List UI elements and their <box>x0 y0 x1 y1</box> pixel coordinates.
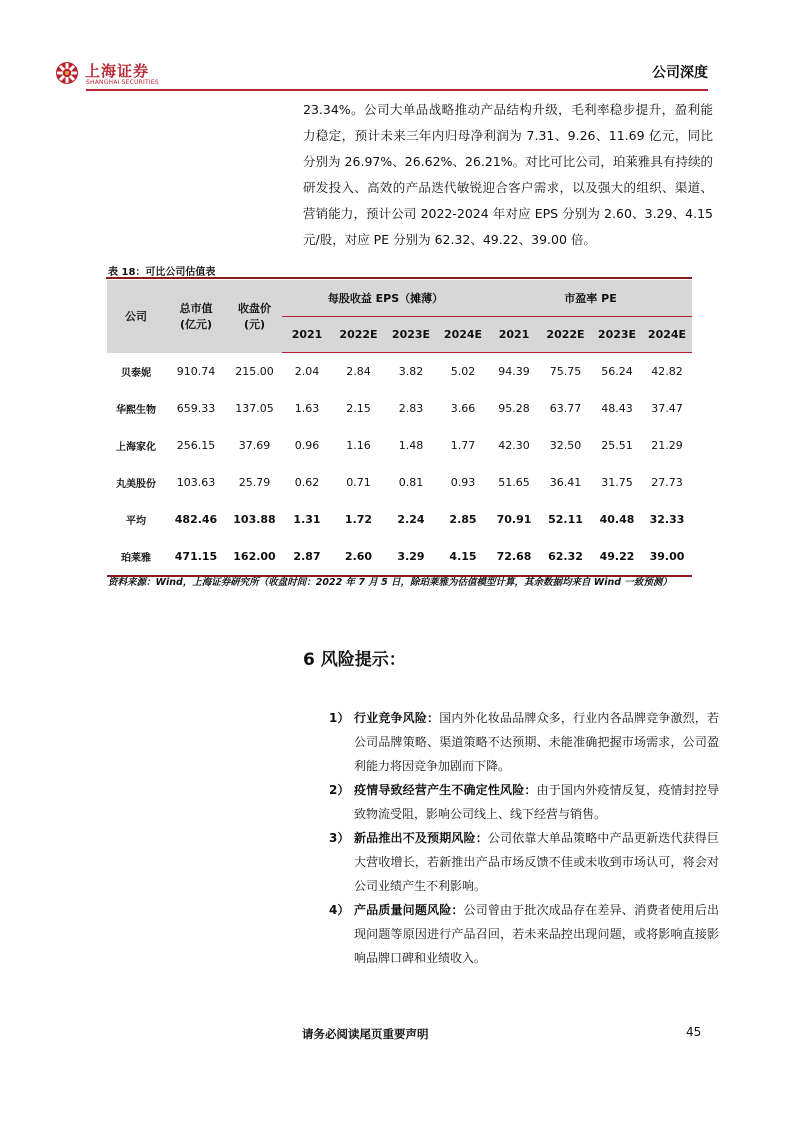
table-cell: 49.22 <box>592 538 642 576</box>
header-year: 2021 <box>489 317 539 353</box>
table-cell: 72.68 <box>489 538 539 576</box>
table-cell: 1.31 <box>293 513 321 526</box>
table-row-average <box>107 501 692 538</box>
table-cell: 56.24 <box>601 365 633 378</box>
list-item <box>329 826 719 898</box>
table-cell: 2.84 <box>346 365 371 378</box>
header-market-cap-unit: (亿元) <box>179 318 213 332</box>
table-cell: 32.50 <box>549 439 582 452</box>
risk-text: 国内外化妆品品牌众多，行业内各品牌竞争激烈，若公司品牌策略、渠道策略不达预期、未能准确把握市场需求，公司盈利能力将因竞争加剧而下降。 <box>354 711 719 773</box>
table-cell: 36.41 <box>549 476 582 489</box>
company-name: 上海家化 <box>116 442 156 453</box>
shanghai-securities-logo-icon <box>55 61 79 85</box>
table-cell: 256.15 <box>176 439 216 452</box>
risk-heading: 疫情导致经营产生不确定性风险： <box>354 783 537 797</box>
table-cell: 94.39 <box>498 365 530 378</box>
table-cell: 1.48 <box>398 439 424 452</box>
list-number: 1） <box>329 711 350 725</box>
company-name: 平均 <box>126 516 146 527</box>
page-number: 45 <box>686 1025 702 1039</box>
table-cell: 471.15 <box>165 538 227 576</box>
list-number: 2） <box>329 783 350 797</box>
table-top-rule <box>106 277 692 279</box>
table-cell: 659.33 <box>176 402 216 415</box>
header-divider <box>86 89 708 91</box>
list-item <box>329 778 719 826</box>
table-cell: 2.24 <box>397 513 425 526</box>
table-cell: 27.73 <box>651 476 683 489</box>
table-cell: 0.62 <box>294 476 320 489</box>
table-source-note: 资料来源：Wind，上海证券研究所（收盘时间：2022 年 7 月 5 日，除珀莱雅为估值模型计算，其余数据均来自 Wind 一致预测） <box>108 577 672 588</box>
table-cell: 2.83 <box>398 402 424 415</box>
company-name: 贝泰妮 <box>121 367 151 379</box>
header-market-cap <box>165 280 227 353</box>
table-cell: 215.00 <box>235 364 274 378</box>
table-cell: 25.51 <box>601 439 633 452</box>
table-cell: 3.82 <box>398 365 424 378</box>
header-company: 公司 <box>107 280 165 353</box>
table-cell: 32.33 <box>649 513 685 526</box>
table-cell: 70.91 <box>496 513 532 526</box>
table-cell: 31.75 <box>601 476 633 489</box>
list-item <box>329 706 719 778</box>
table-cell: 0.71 <box>346 476 371 489</box>
header-year: 2021 <box>282 317 332 353</box>
brand-name-en: SHANGHAI SECURITIES <box>86 79 159 86</box>
footer-disclaimer: 请务必阅读尾页重要声明 <box>302 1027 429 1041</box>
header-year: 2023E <box>385 317 437 353</box>
table-cell: 21.29 <box>651 439 683 452</box>
header-year: 2022E <box>539 317 592 353</box>
risk-text: 由于国内外疫情反复，疫情封控导致物流受阻，影响公司线上、线下经营与销售。 <box>354 783 719 821</box>
table-cell: 42.82 <box>651 365 683 378</box>
table-cell: 2.60 <box>332 538 385 576</box>
table-cell: 1.77 <box>450 439 476 452</box>
risk-heading: 产品质量问题风险： <box>354 903 464 917</box>
table-row <box>107 427 692 464</box>
table-cell: 42.30 <box>498 439 530 452</box>
risk-heading: 新品推出不及预期风险： <box>354 831 488 845</box>
table-cell: 0.96 <box>294 439 320 452</box>
header-market-cap-label: 总市值 <box>179 302 213 316</box>
table-cell: 162.00 <box>227 538 282 576</box>
table-cell: 103.63 <box>176 476 216 489</box>
risk-text: 公司曾由于批次成品存在差异、消费者使用后出现问题等原因进行产品召回，若未来品控出现问题，或将影响直接影响品牌口碑和业绩收入。 <box>354 903 719 965</box>
table-cell: 137.05 <box>235 402 274 415</box>
header-close-price-unit: (元) <box>243 318 266 332</box>
header-eps-group: 每股收益 EPS（摊薄） <box>282 280 489 317</box>
risk-heading: 行业竞争风险： <box>354 711 440 725</box>
table-cell: 51.65 <box>498 476 530 489</box>
table-cell: 40.48 <box>599 513 635 526</box>
table-cell: 52.11 <box>548 513 583 526</box>
table-caption: 表 18：可比公司估值表 <box>108 267 216 278</box>
table-row-target-company <box>107 538 692 576</box>
table-cell: 1.72 <box>344 513 373 526</box>
list-number: 3） <box>329 831 350 845</box>
table-row <box>107 353 692 391</box>
table-cell: 2.04 <box>294 365 320 378</box>
risk-text: 公司依靠大单品策略中产品更新迭代获得巨大营收增长，若新推出产品市场反馈不佳或未收到市场认可，将会对公司业绩产生不利影响。 <box>354 831 719 893</box>
header-year: 2024E <box>642 317 692 353</box>
table-cell: 1.16 <box>346 439 371 452</box>
table-cell: 482.46 <box>174 513 218 526</box>
table-cell: 95.28 <box>498 402 530 415</box>
risk-list <box>329 706 719 970</box>
brand-name-cn: 上海证券 <box>85 62 150 80</box>
table-cell: 0.93 <box>450 476 476 489</box>
header-year: 2024E <box>437 317 489 353</box>
table-cell: 48.43 <box>601 402 633 415</box>
company-name: 华熙生物 <box>116 405 156 416</box>
table-cell: 25.79 <box>238 476 271 489</box>
header-year: 2022E <box>332 317 385 353</box>
header-close-price-label: 收盘价 <box>238 302 271 316</box>
table-cell: 1.63 <box>294 402 320 415</box>
table-cell: 2.87 <box>282 538 332 576</box>
section-title: 6 风险提示： <box>303 650 406 670</box>
table-cell: 2.85 <box>449 513 477 526</box>
report-type-label: 公司深度 <box>652 65 708 81</box>
table-cell: 2.15 <box>346 402 371 415</box>
table-row <box>107 464 692 501</box>
table-cell: 62.32 <box>539 538 592 576</box>
header-pe-group: 市盈率 PE <box>489 280 692 317</box>
list-item <box>329 898 719 970</box>
intro-paragraph: 23.34%。公司大单品战略推动产品结构升级，毛利率稳步提升，盈利能力稳定，预计未来三年内归母净利润为 7.31、9.26、11.69 亿元，同比分别为 26.97%、26.62%、26.21%。对比可比公司，珀莱雅具有持续的研发投入、高效的产品迭代敏锐迎合客户需求，以及强大的组织、渠道、营销能力，预计公司 2022-2024 年对应 EPS 分别为 2.60、3.29、4.15 元/股，对应 PE 分别为 62.32、49.22、39.00 倍。 <box>303 102 713 247</box>
table-cell: 3.29 <box>385 538 437 576</box>
valuation-table <box>107 280 692 577</box>
header-close-price <box>227 280 282 353</box>
table-cell: 37.47 <box>651 402 683 415</box>
table-cell: 37.69 <box>238 439 271 452</box>
table-cell: 63.77 <box>549 402 582 415</box>
list-number: 4） <box>329 903 350 917</box>
table-row <box>107 390 692 427</box>
table-cell: 4.15 <box>437 538 489 576</box>
table-cell: 910.74 <box>176 364 216 378</box>
company-name: 丸美股份 <box>116 479 156 490</box>
company-name: 珀莱雅 <box>107 538 165 576</box>
table-cell: 0.81 <box>398 476 424 489</box>
table-cell: 5.02 <box>450 365 476 378</box>
table-cell: 75.75 <box>549 365 582 378</box>
table-cell: 3.66 <box>450 402 476 415</box>
table-cell: 39.00 <box>642 538 692 576</box>
table-cell: 103.88 <box>233 513 276 526</box>
header-year: 2023E <box>592 317 642 353</box>
